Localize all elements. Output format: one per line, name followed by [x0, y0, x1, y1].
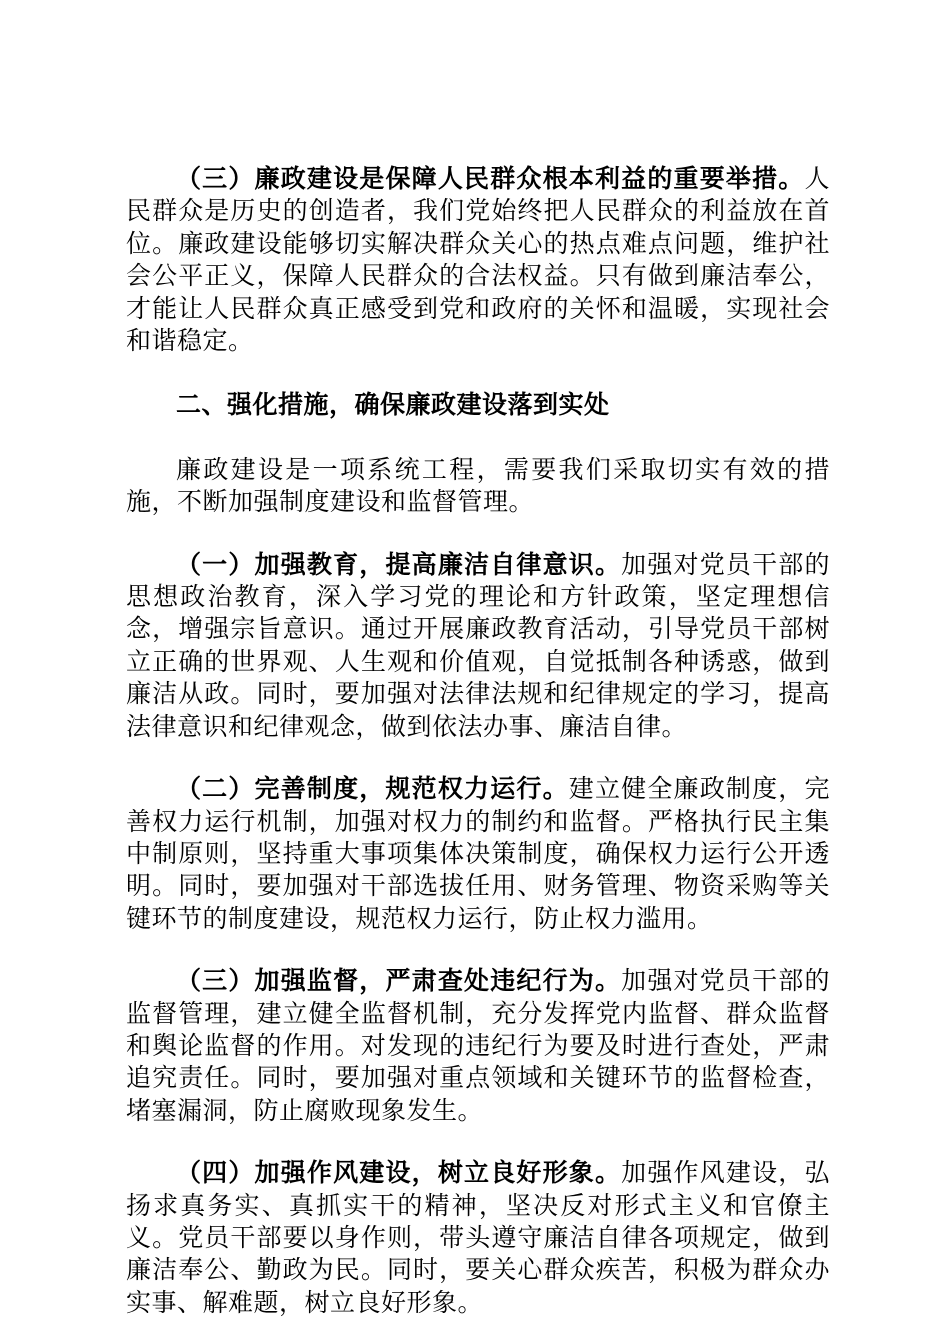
document-page — [126, 163, 830, 1319]
section-intro: 廉政建设是一项系统工程，需要我们采取切实有效的措施，不断加强制度建设和监督管理。 — [126, 454, 830, 517]
paragraph-lead: （二）完善制度，规范权力运行。 — [176, 774, 569, 804]
section-heading: 二、强化措施，确保廉政建设落到实处 — [176, 390, 610, 420]
paragraph-lead: （四）加强作风建设，树立良好形象。 — [176, 1158, 622, 1188]
paragraph-body: 加强作风建设，弘扬求真务实、真抓实干的精神，坚决反对形式主义和官僚主义。党员干部要以身作则，带头遵守廉洁自律各项规定，做到廉洁奉公、勤政为民。同时，要关心群众疾苦，积极为群众办实事、解难题，树立良好形象。 — [126, 1158, 830, 1317]
paragraph-lead: （三）廉政建设是保障人民群众根本利益的重要举措。 — [176, 164, 805, 193]
paragraph-body: 加强对党员干部的思想政治教育，深入学习党的理论和方针政策，坚定理想信念，增强宗旨意识。通过开展廉政教育活动，引导党员干部树立正确的世界观、人生观和价值观，自觉抵制各种诱惑，做到廉洁从政。同时，要加强对法律法规和纪律规定的学习，提高法律意识和纪律观念，做到依法办事、廉洁自律。 — [126, 549, 830, 741]
paragraph-lead: （一）加强教育，提高廉洁自律意识。 — [176, 549, 622, 579]
paragraph-body: 加强对党员干部的监督管理，建立健全监督机制，充分发挥党内监督、群众监督和舆论监督的作用。对发现的违纪行为要及时进行查处，严肃追究责任。同时，要加强对重点领域和关键环节的监督检查，堵塞漏洞，防止腐败现象发生。 — [126, 966, 830, 1125]
paragraph-measure-one — [126, 549, 830, 743]
paragraph-lead: （三）加强监督，严肃查处违纪行为。 — [176, 966, 622, 996]
paragraph-measure-two — [126, 773, 830, 935]
paragraph-body: 建立健全廉政制度，完善权力运行机制，加强对权力的制约和监督。严格执行民主集中制原则，坚持重大事项集体决策制度，确保权力运行公开透明。同时，要加强对干部选拔任用、财务管理、物资采购等关键环节的制度建设，规范权力运行，防止权力滥用。 — [126, 774, 830, 933]
paragraph-measure-four — [126, 1157, 830, 1319]
paragraph-body: 人民群众是历史的创造者，我们党始终把人民群众的利益放在首位。廉政建设能够切实解决群众关心的热点难点问题，维护社会公平正义，保障人民群众的合法权益。只有做到廉洁奉公，才能让人民群众真正感受到党和政府的关怀和温暖，实现社会和谐稳定。 — [126, 164, 830, 356]
paragraph-measure-three — [126, 965, 830, 1127]
paragraph-item-three — [126, 163, 830, 357]
